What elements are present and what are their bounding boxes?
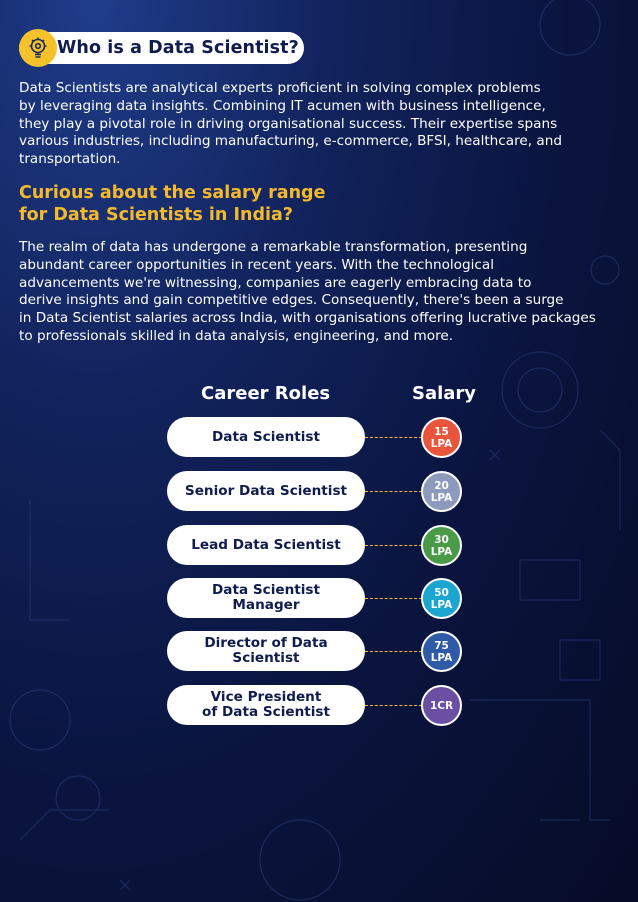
connector-line: [365, 651, 422, 652]
role-pill: [167, 471, 365, 511]
salary-badge: [421, 578, 462, 619]
role-pill: [167, 685, 365, 725]
page-title: Who is a Data Scientist?: [57, 38, 299, 58]
role-pill: [167, 525, 365, 565]
salary-value: LPA: [430, 651, 453, 664]
text-line: Data Scientists are analytical experts proficient in solving complex problems: [19, 80, 541, 96]
text-line: they play a pivotal role in driving organisational success. Their expertise spans: [19, 115, 558, 132]
role-pill: [167, 417, 365, 457]
salary-heading: [19, 182, 439, 226]
career-roles-header: Career Roles: [201, 383, 331, 404]
text-line: advancements we're witnessing, companies are eagerly embracing data to: [19, 274, 532, 291]
salary-value: LPA: [430, 598, 453, 611]
salary-value: LPA: [430, 545, 453, 558]
text-line: to professionals skilled in data analysis, engineering, and more.: [19, 327, 454, 344]
role-label: Vice President: [210, 689, 322, 705]
text-line: transportation.: [19, 151, 121, 168]
text-line: abundant career opportunities in recent years. With the technological: [19, 256, 494, 273]
connector-line: [365, 705, 422, 706]
salary-value: 15: [434, 425, 449, 438]
salary-value: 20: [434, 479, 449, 492]
salary-paragraph: [19, 239, 624, 346]
salary-value: 50: [434, 586, 449, 599]
role-label: Director of Data: [204, 635, 328, 651]
salary-badge: [421, 471, 462, 512]
salary-value: 30: [434, 533, 449, 546]
role-pill: [167, 578, 365, 618]
salary-header: Salary: [412, 383, 477, 404]
role-label: Senior Data Scientist: [184, 482, 348, 499]
role-label: Data Scientist: [211, 428, 320, 445]
title-banner: [19, 32, 304, 64]
text-line: by leveraging data insights. Combining IT acumen with business intelligence,: [19, 97, 546, 114]
text-line: derive insights and gain competitive edges. Consequently, there's been a surge: [19, 292, 564, 309]
role-pill: [167, 631, 365, 671]
connector-line: [365, 545, 422, 546]
salary-value: 75: [434, 639, 449, 652]
bulb-gear-icon: [19, 29, 57, 67]
intro-paragraph: [19, 80, 624, 169]
salary-value: LPA: [430, 491, 453, 504]
salary-badge: [421, 685, 462, 726]
salary-value: LPA: [430, 437, 453, 450]
role-label: Scientist: [232, 650, 300, 666]
text-line: in Data Scientist salaries across India, with organisations offering lucrative packages: [19, 310, 596, 327]
role-label: of Data Scientist: [202, 704, 330, 720]
salary-badge: [421, 417, 462, 458]
text-line: various industries, including manufacturing, e-commerce, BFSI, healthcare, and: [19, 133, 562, 150]
salary-badge: [421, 525, 462, 566]
heading-line: Curious about the salary range: [19, 183, 326, 203]
salary-badge: [421, 631, 462, 672]
salary-value: 1CR: [429, 699, 454, 712]
role-label: Data Scientist Manager: [211, 582, 320, 613]
text-line: The realm of data has undergone a remarkable transformation, presenting: [19, 239, 528, 255]
heading-line: for Data Scientists in India?: [19, 205, 293, 225]
connector-line: [365, 437, 422, 438]
connector-line: [365, 491, 422, 492]
role-label: Lead Data Scientist: [191, 536, 341, 553]
connector-line: [365, 598, 422, 599]
